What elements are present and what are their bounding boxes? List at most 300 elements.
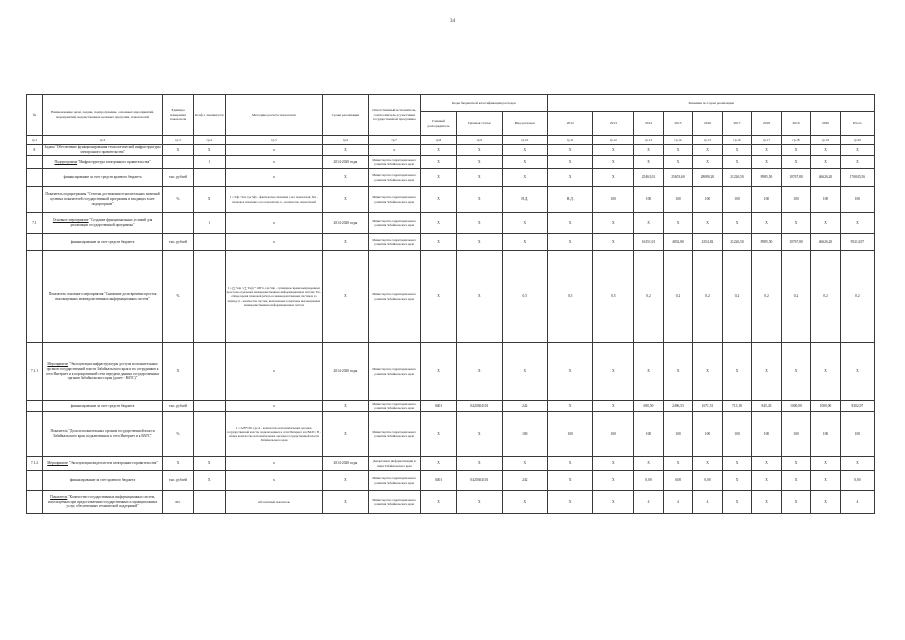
- expense-type-cell: 242: [502, 401, 547, 412]
- col-header-total: Итого: [840, 112, 874, 136]
- total-cell: 4: [840, 491, 874, 514]
- column-number: гр.10: [502, 136, 547, 145]
- row-name-text: "Создание функциональных условий для реализации государственной программы": [70, 218, 153, 227]
- column-number: гр.3: [163, 136, 194, 145]
- year-value-cell: 0,2: [693, 251, 723, 343]
- year-value-cell: Х: [547, 145, 592, 156]
- year-value-cell: Х: [593, 491, 634, 514]
- col-header-year: 2018: [752, 112, 782, 136]
- year-value-cell: 690,50: [634, 401, 664, 412]
- year-value-cell: 0,2: [634, 251, 664, 343]
- row-number-cell: [27, 251, 43, 343]
- year-value-cell: Х: [634, 213, 664, 234]
- row-name-prefix: Показатель: [50, 494, 68, 499]
- total-cell: Х: [840, 457, 874, 471]
- year-value-cell: 0,2: [781, 251, 811, 343]
- article-code-cell: Х: [457, 457, 502, 471]
- row-name-cell: [42, 145, 162, 156]
- method-cell: Х: [225, 169, 323, 187]
- year-value-cell: Х: [811, 343, 841, 401]
- year-value-cell: Х: [693, 213, 723, 234]
- year-value-cell: Х: [593, 169, 634, 187]
- col-header-year: 2012: [547, 112, 592, 136]
- year-value-cell: Х: [693, 457, 723, 471]
- total-cell: 8302,07: [840, 401, 874, 412]
- method-cell: Х: [225, 471, 323, 491]
- year-value-cell: Х: [811, 145, 841, 156]
- row-number-cell: [27, 412, 43, 457]
- year-value-cell: Х: [547, 457, 592, 471]
- table-row: [27, 401, 875, 412]
- year-value-cell: 1000,00: [781, 401, 811, 412]
- year-value-cell: Х: [811, 213, 841, 234]
- executor-cell: Министерство территориального развития Забайкальского края: [368, 187, 420, 213]
- term-cell: 2014-2020 годы: [323, 213, 368, 234]
- year-value-cell: 1000,00: [811, 401, 841, 412]
- article-code-cell: Х: [457, 412, 502, 457]
- row-name-cell: [42, 471, 162, 491]
- column-number: гр.4: [193, 136, 225, 145]
- column-number: гр.13: [634, 136, 664, 145]
- executor-cell: Министерство территориального развития Забайкальского края: [368, 471, 420, 491]
- table-row: [27, 343, 875, 401]
- col-header-year: 2020: [811, 112, 841, 136]
- year-value-cell: 0,00: [693, 471, 723, 491]
- expense-type-cell: 0,5: [502, 251, 547, 343]
- row-name-prefix: Мероприятие: [47, 461, 68, 466]
- table-row: [27, 145, 875, 156]
- expense-type-cell: Х: [502, 457, 547, 471]
- year-value-cell: 100: [781, 187, 811, 213]
- row-number-cell: [27, 156, 43, 169]
- year-value-cell: Х: [722, 156, 752, 169]
- column-number: гр.11: [547, 136, 592, 145]
- row-number-cell: [27, 234, 43, 251]
- unit-cell: Х: [163, 457, 194, 471]
- article-code-cell: Х: [457, 187, 502, 213]
- executor-cell: Х: [368, 145, 420, 156]
- admin-code-cell: 0401: [420, 471, 456, 491]
- table-row: [27, 187, 875, 213]
- year-value-cell: 1671,51: [693, 401, 723, 412]
- article-code-cell: Х: [457, 213, 502, 234]
- row-name-prefix: Подпрограмма: [54, 159, 78, 164]
- col-header-budget-codes: Коды бюджетной классификации расходов: [420, 95, 547, 112]
- row-name-prefix: Мероприятие: [47, 362, 69, 367]
- page-number: 34: [450, 19, 455, 24]
- row-number-cell: 7.1: [27, 213, 43, 234]
- executor-cell: Министерство территориального развития Забайкальского края: [368, 169, 420, 187]
- year-value-cell: 0,2: [722, 251, 752, 343]
- year-value-cell: Х: [634, 145, 664, 156]
- year-value-cell: Х: [722, 343, 752, 401]
- method-cell: Х: [225, 145, 323, 156]
- year-value-cell: 0,5: [547, 251, 592, 343]
- executor-cell: Министерство территориального развития Забайкальского края: [368, 213, 420, 234]
- row-name-cell: [42, 343, 162, 401]
- year-value-cell: Х: [693, 156, 723, 169]
- year-value-cell: Х: [547, 343, 592, 401]
- year-value-cell: Х: [752, 213, 782, 234]
- unit-cell: Х: [163, 145, 194, 156]
- article-code-cell: Х: [457, 169, 502, 187]
- coef-cell: [193, 491, 225, 514]
- year-value-cell: Х: [593, 471, 634, 491]
- col-header-year: 2019: [781, 112, 811, 136]
- executor-cell: Министерство территориального развития Забайкальского края: [368, 412, 420, 457]
- row-name-cell: [42, 213, 162, 234]
- column-number: гр.1: [27, 136, 43, 145]
- year-value-cell: Х: [781, 491, 811, 514]
- admin-code-cell: Х: [420, 145, 456, 156]
- year-value-cell: Х: [781, 471, 811, 491]
- column-number: гр.18: [781, 136, 811, 145]
- year-value-cell: Х: [663, 145, 693, 156]
- row-name-cell: [42, 457, 162, 471]
- year-value-cell: 21226,50: [722, 234, 752, 251]
- year-value-cell: 16351,01: [634, 234, 664, 251]
- row-name-text: "Эксплуатация инфраструктуры доступа исполнительных органов государственной власти Забайкальского края и их сотрудников к сети Интернет и к корпоративной сети передачи данных государственных органов Забайкальского края (далее - ВАТС)": [45, 362, 160, 381]
- year-value-cell: 4354,82: [693, 234, 723, 251]
- method-cell: I = (∑ Sпр / (∑ Tм)) * 100%, где Sпр - суммарное время вынужденных простоев отдельных межведомственных информационных систем; Tм - общее время плановой работы в межведомственных системах за период; n - количество систем, включенных в перечень высокоценных межведомственных информационных систем: [225, 251, 323, 343]
- year-value-cell: 100: [752, 187, 782, 213]
- year-value-cell: 0,2: [752, 251, 782, 343]
- year-value-cell: 100: [781, 412, 811, 457]
- col-header-method: Методика расчета показателя: [225, 95, 323, 136]
- admin-code-cell: Х: [420, 251, 456, 343]
- year-value-cell: 100: [693, 412, 723, 457]
- col-header-year: 2014: [634, 112, 664, 136]
- table-row: [27, 471, 875, 491]
- year-value-cell: Х: [663, 213, 693, 234]
- unit-cell: Х: [163, 343, 194, 401]
- col-header-name: Наименование цели, задачи, подпрограммы, основных мероприятий, мероприятий, ведомственных целевых программ, показателей: [42, 95, 162, 136]
- year-value-cell: 8985,50: [752, 234, 782, 251]
- expense-type-cell: Х: [502, 234, 547, 251]
- year-value-cell: 8985,50: [752, 169, 782, 187]
- year-value-cell: 0,2: [663, 251, 693, 343]
- row-number-cell: 7.1.1: [27, 343, 43, 401]
- col-header-coef: Коэф-т значимости: [193, 95, 225, 136]
- year-value-cell: 100: [634, 187, 664, 213]
- row-name-text: финансирование за счет краевого бюджета: [69, 478, 136, 483]
- year-value-cell: Х: [722, 457, 752, 471]
- row-name-text: Задача "Обеспечение функционирования технологической инфраструктуры электронного правительства": [44, 145, 161, 154]
- method-cell: Х: [225, 401, 323, 412]
- year-value-cell: Х: [634, 343, 664, 401]
- row-number-cell: [27, 169, 43, 187]
- col-header-year: 2015: [663, 112, 693, 136]
- row-name-text: "Инфраструктура электронного правительства": [77, 159, 151, 164]
- row-name-cell: [42, 187, 162, 213]
- total-cell: Х: [840, 145, 874, 156]
- article-code-cell: 0420304101: [457, 401, 502, 412]
- year-value-cell: 0,00: [634, 471, 664, 491]
- term-cell: Х: [323, 412, 368, 457]
- year-value-cell: Х: [752, 491, 782, 514]
- row-name-text: Показатель подпрограммы "Степень достижения относительных значений целевых показателей государственной программы и входящих в нее подпрограмм": [45, 192, 160, 206]
- year-value-cell: 21226,50: [722, 169, 752, 187]
- year-value-cell: 28080,20: [693, 169, 723, 187]
- year-value-cell: Х: [781, 145, 811, 156]
- term-cell: Х: [323, 471, 368, 491]
- expense-type-cell: 100: [502, 412, 547, 457]
- row-number-cell: [27, 491, 43, 514]
- column-number: гр.7: [368, 136, 420, 145]
- article-code-cell: Х: [457, 251, 502, 343]
- executor-cell: Министерство территориального развития Забайкальского края: [368, 343, 420, 401]
- year-value-cell: Х: [547, 213, 592, 234]
- year-value-cell: 10767,80: [781, 169, 811, 187]
- table-row: [27, 213, 875, 234]
- method-cell: Х: [225, 213, 323, 234]
- column-number: гр.12: [593, 136, 634, 145]
- row-number-cell: 8: [27, 145, 43, 156]
- method-cell: I = Sфi / Sпi, где Sфi - фактическое значение i-ого показателя; Sпi - плановое значение i-ого показателя; n - количество показателей: [225, 187, 323, 213]
- unit-cell: %: [163, 187, 194, 213]
- year-value-cell: 46626,20: [811, 169, 841, 187]
- unit-cell: тыс. рублей: [163, 471, 194, 491]
- col-header-unit: Единица измерения показателя: [163, 95, 194, 136]
- year-value-cell: 0,00: [663, 471, 693, 491]
- executor-cell: Министерство территориального развития Забайкальского края: [368, 491, 420, 514]
- year-value-cell: Х: [811, 156, 841, 169]
- column-number: гр.2: [42, 136, 162, 145]
- method-cell: Х: [225, 457, 323, 471]
- year-value-cell: 100: [663, 412, 693, 457]
- year-value-cell: Х: [811, 491, 841, 514]
- col-header-year: 2016: [693, 112, 723, 136]
- year-value-cell: Х: [752, 145, 782, 156]
- year-value-cell: Х: [781, 343, 811, 401]
- unit-cell: [163, 156, 194, 169]
- expense-type-cell: Х: [502, 343, 547, 401]
- coef-cell: 1: [193, 213, 225, 234]
- row-name-prefix: Основное мероприятие: [52, 218, 89, 223]
- year-value-cell: Х: [547, 401, 592, 412]
- coef-cell: Х: [193, 187, 225, 213]
- total-cell: 0,00: [840, 471, 874, 491]
- term-cell: 2014-2020 годы: [323, 457, 368, 471]
- term-cell: 2014-2020 годы: [323, 343, 368, 401]
- year-value-cell: 100: [811, 412, 841, 457]
- year-value-cell: Х: [693, 145, 723, 156]
- column-number: гр.19: [811, 136, 841, 145]
- year-value-cell: Х: [752, 471, 782, 491]
- column-number: гр.16: [722, 136, 752, 145]
- row-number-cell: 7.1.2: [27, 457, 43, 471]
- column-number: гр.20: [840, 136, 874, 145]
- year-value-cell: Х: [722, 213, 752, 234]
- year-value-cell: Х: [722, 145, 752, 156]
- method-cell: Х: [225, 234, 323, 251]
- unit-cell: тыс. рублей: [163, 401, 194, 412]
- admin-code-cell: Х: [420, 491, 456, 514]
- year-value-cell: 100: [722, 187, 752, 213]
- header-row-1: [27, 95, 875, 112]
- term-cell: Х: [323, 401, 368, 412]
- year-value-cell: 4: [634, 491, 664, 514]
- row-name-cell: [42, 169, 162, 187]
- total-cell: 100: [840, 187, 874, 213]
- year-value-cell: Х: [634, 457, 664, 471]
- term-cell: Х: [323, 145, 368, 156]
- col-header-admin: Главный распорядитель: [420, 112, 456, 136]
- term-cell: Х: [323, 169, 368, 187]
- unit-cell: [163, 213, 194, 234]
- year-value-cell: 46626,20: [811, 234, 841, 251]
- row-name-text: финансирование за счет средств краевого бюджета: [63, 175, 142, 180]
- admin-code-cell: Х: [420, 412, 456, 457]
- year-value-cell: Х: [547, 156, 592, 169]
- coef-cell: [193, 412, 225, 457]
- row-name-cell: [42, 234, 162, 251]
- coef-cell: Х: [193, 145, 225, 156]
- method-cell: Х: [225, 156, 323, 169]
- year-value-cell: Х: [593, 401, 634, 412]
- row-number-cell: [27, 401, 43, 412]
- year-value-cell: 100: [593, 187, 634, 213]
- term-cell: 2014-2020 годы: [323, 156, 368, 169]
- year-value-cell: 4: [693, 491, 723, 514]
- year-value-cell: 100: [811, 187, 841, 213]
- table-row: [27, 156, 875, 169]
- row-name-cell: [42, 156, 162, 169]
- table-row: [27, 251, 875, 343]
- col-header-year: 2017: [722, 112, 752, 136]
- article-code-cell: Х: [457, 145, 502, 156]
- year-value-cell: Х: [722, 491, 752, 514]
- row-name-text: Показатель "Доля исполнительных органов государственной власти Забайкальского края, подключенных к сети Интернет и к ВАТС": [50, 429, 155, 438]
- method-cell: Абсолютный показатель: [225, 491, 323, 514]
- expense-type-cell: Х: [502, 491, 547, 514]
- column-number-row: [27, 136, 875, 145]
- year-value-cell: Х: [752, 156, 782, 169]
- year-value-cell: 100: [593, 412, 634, 457]
- total-cell: 100: [840, 412, 874, 457]
- row-name-text: Показатель основного мероприятия "Снижение доли времени простоя высокоценных межведомственных информационных систем": [48, 291, 157, 301]
- year-value-cell: Х: [593, 213, 634, 234]
- total-cell: 0,2: [840, 251, 874, 343]
- executor-cell: Министерство территориального развития Забайкальского края: [368, 251, 420, 343]
- row-name-cell: [42, 401, 162, 412]
- year-value-cell: Х: [547, 471, 592, 491]
- year-value-cell: Х: [593, 343, 634, 401]
- expense-type-cell: Х: [502, 145, 547, 156]
- unit-cell: %: [163, 412, 194, 457]
- year-value-cell: Х: [547, 234, 592, 251]
- year-value-cell: Х: [752, 457, 782, 471]
- coef-cell: Х: [193, 471, 225, 491]
- coef-cell: [193, 234, 225, 251]
- year-value-cell: Х: [781, 457, 811, 471]
- year-value-cell: 25653,60: [663, 169, 693, 187]
- year-value-cell: 4832,80: [663, 234, 693, 251]
- col-header-article: Целевая статья: [457, 112, 502, 136]
- row-name-text: "Количество государственных информационных систем, используемых при предоставлении государственных и муниципальных услуг, обеспеченных технической поддержкой": [47, 494, 158, 509]
- year-value-cell: Н.Д.: [547, 187, 592, 213]
- total-cell: 95214,97: [840, 234, 874, 251]
- expense-type-cell: Х: [502, 156, 547, 169]
- year-value-cell: 100: [722, 412, 752, 457]
- row-number-cell: [27, 471, 43, 491]
- col-header-executor: Ответственный исполнитель, соисполнитель и участники государственной программы: [368, 95, 420, 136]
- executor-cell: Министерство территориального развития Забайкальского края: [368, 234, 420, 251]
- executor-cell: Департамент информатизации и связи Забайкальского края: [368, 457, 420, 471]
- column-number: гр.6: [323, 136, 368, 145]
- admin-code-cell: Х: [420, 156, 456, 169]
- year-value-cell: Х: [593, 457, 634, 471]
- unit-cell: тыс. рублей: [163, 234, 194, 251]
- coef-cell: 1: [193, 156, 225, 169]
- article-code-cell: 0420304101: [457, 471, 502, 491]
- unit-cell: шт.: [163, 491, 194, 514]
- year-value-cell: Х: [593, 234, 634, 251]
- year-value-cell: 845,43: [752, 401, 782, 412]
- year-value-cell: 100: [663, 187, 693, 213]
- column-number: гр.14: [663, 136, 693, 145]
- table-row: [27, 457, 875, 471]
- expense-type-cell: Х: [502, 213, 547, 234]
- column-number: гр.17: [752, 136, 782, 145]
- year-value-cell: 0,5: [593, 251, 634, 343]
- admin-code-cell: Х: [420, 457, 456, 471]
- term-cell: Х: [323, 187, 368, 213]
- coef-cell: [193, 401, 225, 412]
- year-value-cell: Х: [811, 471, 841, 491]
- table-row: [27, 412, 875, 457]
- col-header-term: Сроки реализации: [323, 95, 368, 136]
- col-header-no: №: [27, 95, 43, 136]
- admin-code-cell: Х: [420, 187, 456, 213]
- year-value-cell: Х: [781, 156, 811, 169]
- term-cell: Х: [323, 491, 368, 514]
- table-row: [27, 491, 875, 514]
- admin-code-cell: Х: [420, 213, 456, 234]
- col-header-vr: Вид расходов: [502, 112, 547, 136]
- year-value-cell: 10767,80: [781, 234, 811, 251]
- column-number: гр.8: [420, 136, 456, 145]
- expense-type-cell: 242: [502, 471, 547, 491]
- total-cell: 176845,56: [840, 169, 874, 187]
- year-value-cell: 4: [663, 491, 693, 514]
- table-row: [27, 234, 875, 251]
- year-value-cell: 100: [547, 412, 592, 457]
- row-name-text: финансирование за счет средств бюджета: [70, 403, 135, 408]
- col-header-years-group: Значения по годам реализации: [547, 95, 874, 112]
- table-row: [27, 169, 875, 187]
- row-name-text: финансирование за счет средств бюджета: [70, 239, 135, 244]
- total-cell: Х: [840, 156, 874, 169]
- row-name-cell: [42, 251, 162, 343]
- year-value-cell: 100: [752, 412, 782, 457]
- admin-code-cell: Х: [420, 234, 456, 251]
- coef-cell: Х: [193, 457, 225, 471]
- row-name-cell: [42, 412, 162, 457]
- year-value-cell: Х: [781, 213, 811, 234]
- year-value-cell: 713,18: [722, 401, 752, 412]
- article-code-cell: Х: [457, 343, 502, 401]
- year-value-cell: 100: [693, 187, 723, 213]
- year-value-cell: 100: [634, 412, 664, 457]
- term-cell: Х: [323, 251, 368, 343]
- method-cell: I = A/B*100, где A - количество исполнительных органов государственной власти, подключенных к сети Интернет и к ВАТС; B - общее количество исполнительных органов государственной власти Забайкальского края: [225, 412, 323, 457]
- coef-cell: [193, 343, 225, 401]
- article-code-cell: Х: [457, 234, 502, 251]
- year-value-cell: 2496,53: [663, 401, 693, 412]
- admin-code-cell: Х: [420, 169, 456, 187]
- column-number: гр.5: [225, 136, 323, 145]
